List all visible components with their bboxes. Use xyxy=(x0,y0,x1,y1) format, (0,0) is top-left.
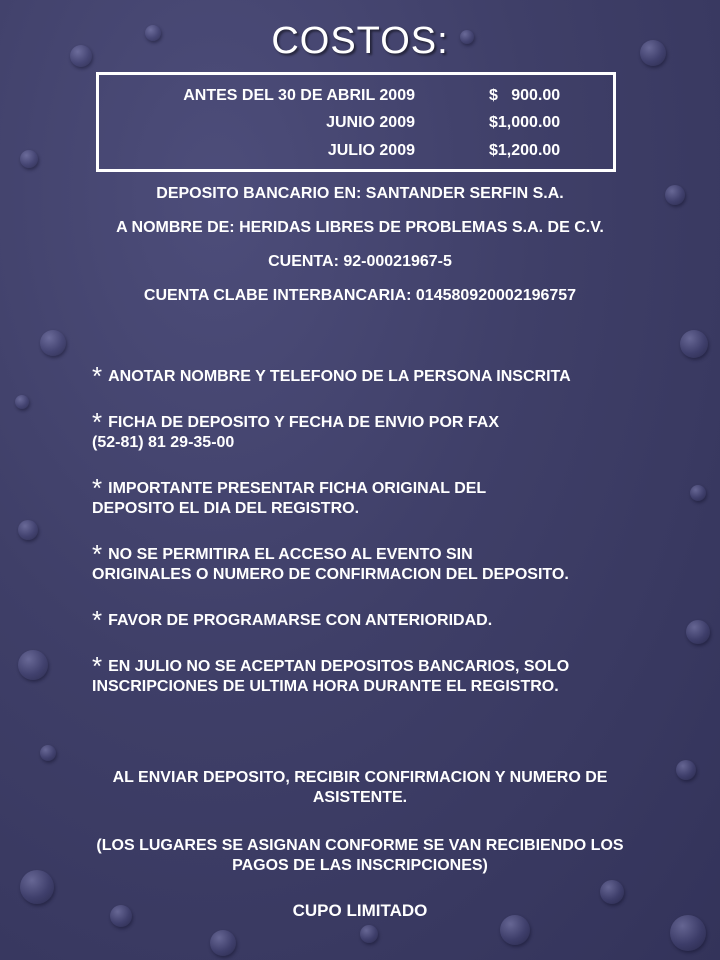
asterisk-icon: * xyxy=(92,651,103,681)
bubble xyxy=(680,330,708,358)
bubble xyxy=(18,520,38,540)
bubble xyxy=(210,930,236,956)
bubble xyxy=(15,395,29,409)
seats-note xyxy=(30,836,690,876)
price-row xyxy=(99,87,613,111)
note-line: (52-81) 81 29-35-00 xyxy=(92,434,235,451)
note-item xyxy=(92,473,692,519)
account-number: CUENTA: 92-00021967-5 xyxy=(268,253,452,270)
footer-line: PAGOS DE LAS INSCRIPCIONES) xyxy=(232,857,488,874)
bubble xyxy=(40,330,66,356)
account-holder: A NOMBRE DE: HERIDAS LIBRES DE PROBLEMAS S.A. DE C.V. xyxy=(116,219,604,236)
price-date: ANTES DEL 30 DE ABRIL 2009 xyxy=(183,87,415,104)
price-date: JULIO 2009 xyxy=(327,142,415,159)
note-item xyxy=(92,407,692,453)
note-line: NO SE PERMITIRA EL ACCESO AL EVENTO SIN xyxy=(108,546,473,563)
clabe-number: CUENTA CLABE INTERBANCARIA: 014580920002196757 xyxy=(143,287,577,304)
bubble xyxy=(360,925,378,943)
asterisk-icon: * xyxy=(92,407,103,437)
price-date: JUNIO 2009 xyxy=(326,114,415,131)
bubble xyxy=(18,650,48,680)
bank-deposit: DEPOSITO BANCARIO EN: SANTANDER SERFIN S.A. xyxy=(156,185,564,202)
asterisk-icon: * xyxy=(92,539,103,569)
note-line: IMPORTANTE PRESENTAR FICHA ORIGINAL DEL xyxy=(108,480,487,497)
price-table xyxy=(96,72,616,172)
note-line: FICHA DE DEPOSITO Y FECHA DE ENVIO POR FAX xyxy=(108,414,500,431)
note-line: EN JULIO NO SE ACEPTAN DEPOSITOS BANCARIOS, SOLO xyxy=(108,658,570,675)
page-title: COSTOS: xyxy=(271,20,449,62)
footer-line: ASISTENTE. xyxy=(312,789,408,806)
note-line: ORIGINALES O NUMERO DE CONFIRMACION DEL DEPOSITO. xyxy=(92,566,569,583)
limited-seats: CUPO LIMITADO xyxy=(292,901,428,920)
notes-list xyxy=(92,361,692,722)
note-line: ANOTAR NOMBRE Y TELEFONO DE LA PERSONA INSCRITA xyxy=(108,368,571,385)
asterisk-icon: * xyxy=(92,605,103,635)
note-item xyxy=(92,539,692,585)
footer-line: AL ENVIAR DEPOSITO, RECIBIR CONFIRMACION Y NUMERO DE xyxy=(112,769,608,786)
price-amount: $1,200.00 xyxy=(489,142,561,159)
note-item xyxy=(92,361,692,391)
footer-line: (LOS LUGARES SE ASIGNAN CONFORME SE VAN RECIBIENDO LOS xyxy=(96,837,624,854)
note-item xyxy=(92,605,692,635)
price-row xyxy=(99,142,613,166)
note-item xyxy=(92,651,692,697)
price-amount: $1,000.00 xyxy=(489,114,561,131)
note-line: DEPOSITO EL DIA DEL REGISTRO. xyxy=(92,500,360,517)
asterisk-icon: * xyxy=(92,473,103,503)
price-row xyxy=(99,114,613,138)
bubble xyxy=(20,150,38,168)
note-line: INSCRIPCIONES DE ULTIMA HORA DURANTE EL REGISTRO. xyxy=(92,678,559,695)
note-line: FAVOR DE PROGRAMARSE CON ANTERIORIDAD. xyxy=(108,612,493,629)
asterisk-icon: * xyxy=(92,361,103,391)
bubble xyxy=(690,485,706,501)
bubble xyxy=(40,745,56,761)
price-amount: $ 900.00 xyxy=(489,87,561,104)
confirmation-note xyxy=(30,768,690,808)
